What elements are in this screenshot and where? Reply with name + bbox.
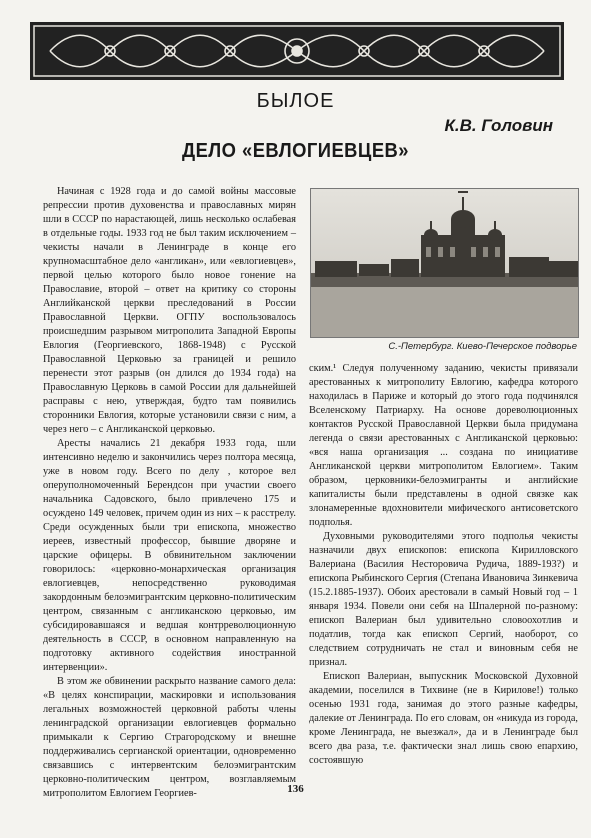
paragraph: ским.¹ Следуя полученному заданию, чекисты привязали арестованных к митрополиту Евлогию, кафедра которого находилась в Париже и который до этого года подчинялся Вселенскому Патриарху. На основе дореволюционных контактов Русской Православной Церкви была придумана легенда о связи арестованных с Англиканской церковью: «вся наша организация ... создана по инициативе Англиканской церкви митрополитом Евлогием». Таким образом, церковники-белоэмигранты и английские капиталисты были представлены в одной связке как злонамеренные вдохновители мифического антисоветского подполья. — [309, 363, 578, 528]
paragraph: Духовными руководителями этого подполья чекисты назначили двух епископов: епископа Кирилловского Валериана (Василия Несторовича Рудича, 1889-193?) и епископа Рыбинского Сергия (Степана Ивановича Зинкевича (15.2.1885-1937). Обоих арестовали в самый Новый год – 1 января 1934. Повели они себя на Шпалерной по-разному: епископ Валериан был удивительно словоохотлив и податлив, тогда как епископ Сергий, наоборот, со следствием сотрудничать не стал и виновным себя не признал. — [309, 531, 578, 668]
paragraph: В этом же обвинении раскрыто название самого дела: «В целях конспирации, маскировки и использования легальных возможностей церковной работы члены ленинградской организации евлогиевцев формально примыкали к Сергию Страгородскому и внешне поддерживались сергианской ориентации, одновременно связавшись с интервентским белоэмигрантским церковно-политическим центром, возглавляемым митрополитом Евлогием Георгиев- — [43, 676, 296, 799]
article-title: ДЕЛО «ЕВЛОГИЕВЦЕВ» — [181, 140, 410, 162]
paragraph: Аресты начались 21 декабря 1933 года, шли интенсивно неделю и закончились через полтора месяца, уже в новом году. Всего по делу , которое вел оперуполномоченный Берендсон при участии своего начальника Садовского, было привлечено 175 и осуждено 149 человек, причем один из них – к расстрелу. Среди осужденных были три епископа, множество иереев, известный профессор, бывшие дворяне и царские офицеры. В обвинительном заключении говорилось: «церковно-монархическая организация евлогиевцев, непосредственно руководимая закордонным белоэмигрантским церковно-политическим центром, связанным с англиканскою церковью, им субсидировавшаяся и ведшая контрреволюционную деятельность в СССР, в основном направленную на подготовку активного содействия иностранной интервенции». — [43, 438, 296, 673]
right-text-column — [309, 362, 578, 777]
paragraph: Начиная с 1928 года и до самой войны массовые репрессии против духовенства и православных мирян шли в СССР по нарастающей, лишь несколько ослабевая в отдельные годы. 1933 год не был таким исключением – чекисты начали в Ленинграде в конце его крупномасштабное дело «англикан», или «евлогиевцев», первой целью которого было новое гонение на Православие, второй – ответ на критику со стороны Английканской церкви преследований в России Православной Церкви. ОГПУ воспользовалось происшедшим разрывом митрополита Западной Европы Евлогия (Георгиевского, 1868-1948) с Русской Православной Церковью за границей и решило перенести этот разрыв (он длился до 1934 года) на Православную Церковь в самой России для дальнейшей расправы с нею, утверждая, будто там появились сторонники Евлогия, которые установили связи с ним, а через него – с Англиканской церковью. — [43, 186, 296, 435]
section-heading: БЫЛОЕ — [256, 90, 335, 112]
article-author: К.В. Головин — [444, 116, 553, 135]
page-number: 136 — [287, 783, 304, 795]
paragraph: Епископ Валериан, выпускник Московской Духовной академии, поселился в Тихвине (не в Кирилове!) только осенью 1931 года, занимая до этого разные кафедры, далекие от Ленинграда. По его словам, он «никуда из города, кроме Ленинграда, не выезжал», да и в Ленинграде был всего два раза, т.е. фактически знал лишь свою епархию, состоявшую — [309, 671, 578, 766]
photo-caption: С.-Петербург. Киево-Печерское подворье — [388, 341, 577, 352]
decorative-header-ornament — [30, 22, 564, 80]
monastery-photo — [310, 188, 579, 338]
